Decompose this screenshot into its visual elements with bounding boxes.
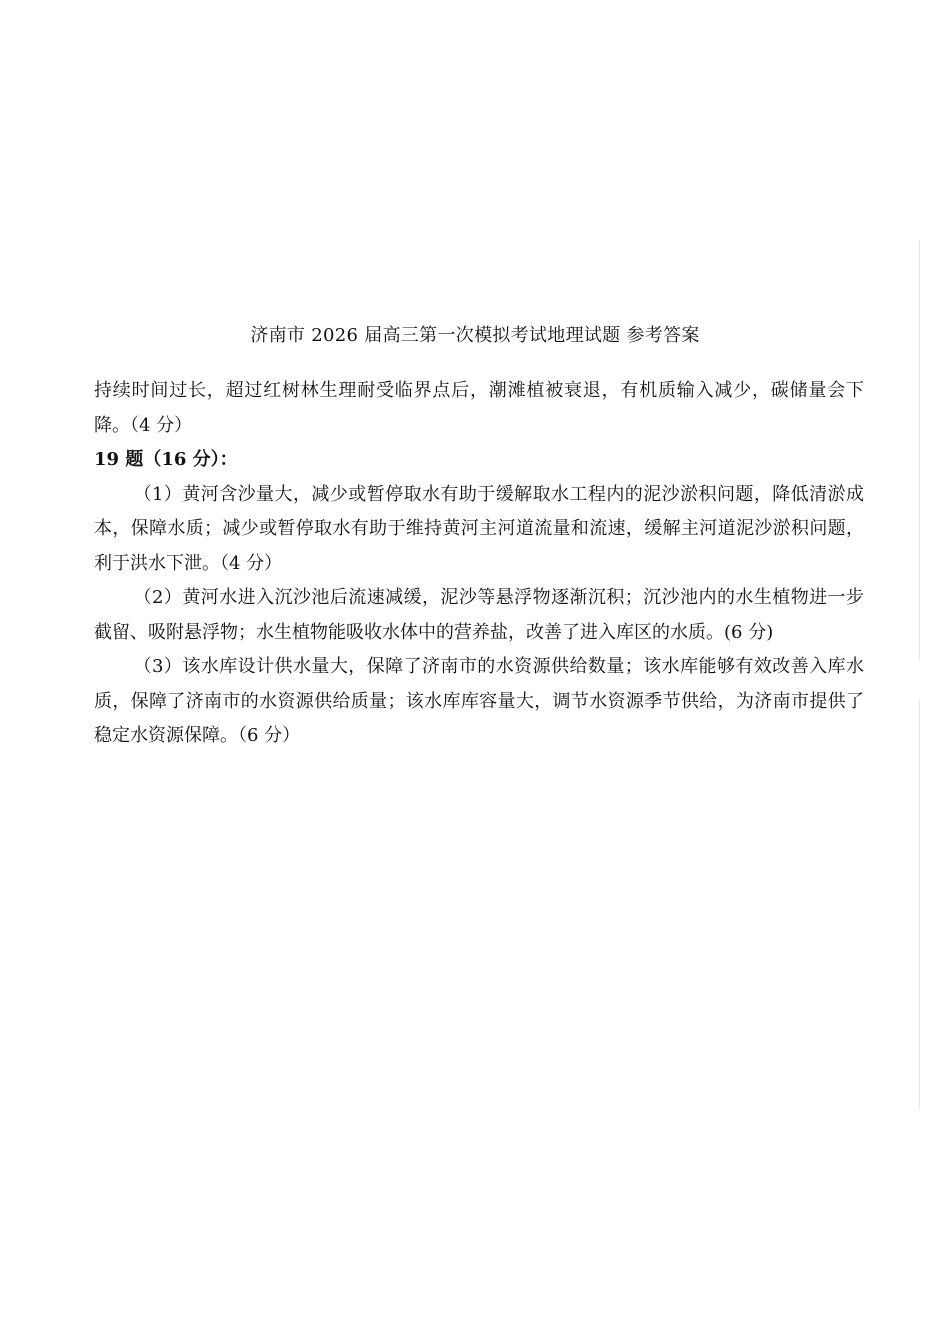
answer-content xyxy=(94,374,864,754)
scan-edge-shadow xyxy=(919,700,920,1110)
question-19-part-2: （2）黄河水进入沉沙池后流速减缓，泥沙等悬浮物逐渐沉积；沉沙池内的水生植物进一步截留、吸附悬浮物；水生植物能吸收水体中的营养盐，改善了进入库区的水质。(6 分) xyxy=(94,587,864,643)
question-19-title: 19 题（16 分）： xyxy=(94,449,238,470)
question-19-part-3: （3）该水库设计供水量大，保障了济南市的水资源供给数量；该水库能够有效改善入库水质，保障了济南市的水资源供给质量；该水库库容量大，调节水资源季节供给，为济南市提供了稳定水资源保障。（6 分） xyxy=(94,656,864,746)
scan-edge-shadow xyxy=(919,240,920,660)
question-19-part-1: （1）黄河含沙量大，减少或暂停取水有助于缓解取水工程内的泥沙淤积问题，降低清淤成本，保障水质；减少或暂停取水有助于维持黄河主河道流量和流速，缓解主河道泥沙淤积问题，利于洪水下泄。（4 分） xyxy=(94,483,864,574)
continuation-paragraph: 持续时间过长，超过红树林生理耐受临界点后，潮滩植被衰退，有机质输入减少，碳储量会下降。（4 分） xyxy=(94,380,864,436)
page-title: 济南市 2026 届高三第一次模拟考试地理试题 参考答案 xyxy=(250,325,700,346)
